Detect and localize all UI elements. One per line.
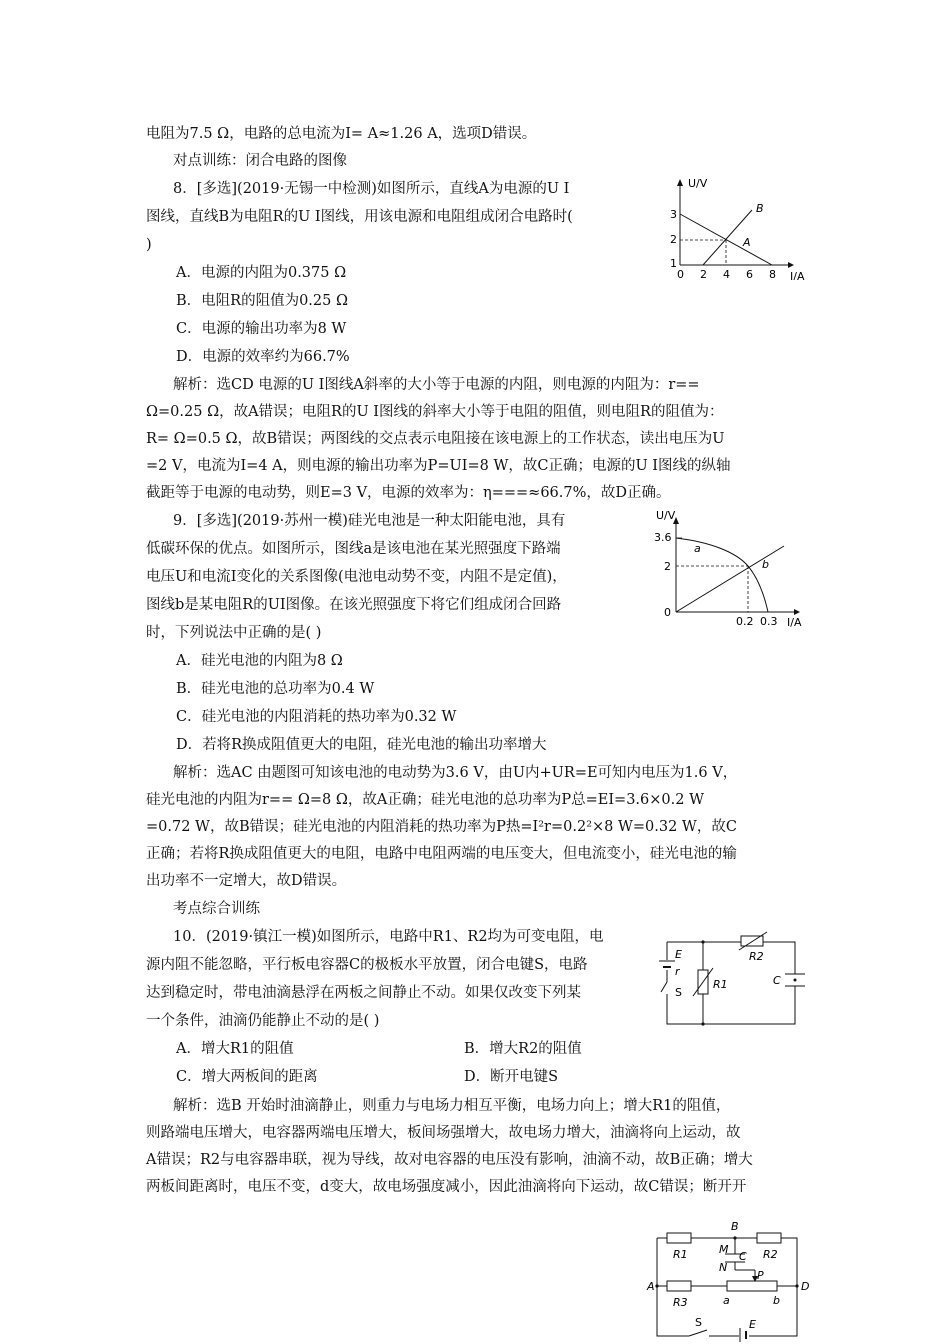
q10-label-c: C (773, 974, 781, 987)
q9-option-b: B．硅光电池的总功率为0.4 W (176, 681, 375, 697)
q9-x-label: I/A (787, 616, 802, 629)
next-label-e: E (749, 1318, 756, 1331)
next-label-r1: R1 (673, 1248, 688, 1261)
next-label-n: N (719, 1261, 728, 1274)
q8-ytick-1: 1 (670, 257, 677, 270)
next-label-s: S (695, 1316, 702, 1329)
q9-stem-line-1: 9．[多选](2019·苏州一模)硅光电池是一种太阳能电池，具有 (173, 513, 566, 529)
q9-solution-line-4: 正确；若将R换成阻值更大的电阻，电路中电阻两端的电压变大，但电流变小，硅光电池的输 (146, 846, 737, 862)
q10-circuit-diagram (655, 930, 810, 1030)
q9-solution-line-1: 解析：选AC 由题图可知该电池的电动势为3.6 V，由U内+UR=E可知内电压为1.6 V， (173, 765, 738, 781)
q9-solution-line-5: 出功率不一定增大，故D错误。 (146, 873, 347, 889)
q10-node-bottom (701, 1022, 704, 1025)
q9-ytick-36: 3.6 (654, 531, 672, 544)
q8-stem-line-3: ) (146, 237, 152, 253)
q10-label-e: E (675, 948, 682, 961)
q8-option-c: C．电源的输出功率为8 W (176, 321, 347, 337)
next-r3-resistor (667, 1281, 691, 1291)
q10-node-top (701, 940, 704, 943)
q9-curve-a-label: a (694, 542, 701, 555)
q10-label-r: r (675, 965, 680, 978)
q10-label-r2: R2 (749, 950, 764, 963)
q9-ui-graph (650, 508, 820, 630)
q8-x-label: I/A (790, 270, 805, 280)
q9-solution-line-3: =0.72 W，故B错误；硅光电池的内阻消耗的热功率为P热=I²r=0.2²×8 W=0.32 W，故C (146, 819, 737, 835)
q10-stem-line-2: 源内阻不能忽略，平行板电容器C的极板水平放置，闭合电键S，电路 (146, 957, 588, 973)
q8-solution-line-5: 截距等于电源的电动势，则E=3 V，电源的效率为：η===≈66.7%，故D正确。 (146, 485, 671, 501)
q10-label-s: S (675, 986, 682, 999)
q9-y-label: U/V (656, 509, 676, 522)
q8-xtick-4: 4 (723, 268, 730, 280)
q9-curve-a (676, 538, 768, 612)
q8-option-d: D．电源的效率约为66.7% (176, 349, 350, 365)
q9-option-d: D．若将R换成阻值更大的电阻，硅光电池的输出功率增大 (176, 737, 547, 753)
next-r1-resistor (667, 1233, 691, 1243)
q8-xtick-8: 8 (769, 268, 776, 280)
q10-oil-drop (794, 979, 797, 982)
next-label-a: A (647, 1280, 655, 1293)
q9-stem-line-3: 电压U和电流I变化的关系图像(电池电动势不变，内阻不是定值)， (146, 569, 567, 585)
intro-line-1: 电阻为7.5 Ω，电路的总电流为I= A≈1.26 A，选项D错误。 (146, 126, 537, 142)
q9-line-b (676, 546, 784, 612)
q8-solution-line-2: Ω=0.25 Ω，故A错误；电阻R的U I图线的斜率大小等于电阻的阻值，则电阻R的阻值为： (146, 404, 724, 420)
next-node-a (655, 1284, 658, 1287)
q10-stem-line-3: 达到稳定时，带电油滴悬浮在两板之间静止不动。如果仅改变下列某 (146, 985, 581, 1001)
q9-xtick-02: 0.2 (736, 615, 754, 628)
next-label-rheostat-a: a (723, 1294, 730, 1307)
q10-stem-line-4: 一个条件，油滴仍能静止不动的是( ) (146, 1013, 380, 1029)
section-heading-comprehensive: 考点综合训练 (173, 901, 260, 917)
q8-line-b-label: B (756, 202, 764, 215)
next-label-d: D (801, 1280, 810, 1293)
q8-ytick-3: 3 (670, 208, 677, 221)
q10-solution-line-4: 两板间距离时，电压不变，d变大，故电场强度减小，因此油滴将向下运动，故C错误；断开开 (146, 1179, 747, 1195)
next-node-b (733, 1236, 736, 1239)
q10-stem-line-1: 10．(2019·镇江一模)如图所示，电路中R1、R2均为可变电阻，电 (173, 929, 604, 945)
next-label-r2: R2 (763, 1248, 778, 1261)
q9-option-c: C．硅光电池的内阻消耗的热功率为0.32 W (176, 709, 457, 725)
q8-line-a-label: A (743, 236, 751, 249)
q8-x-axis-arrow (788, 262, 794, 268)
q8-option-a: A．电源的内阻为0.375 Ω (176, 265, 347, 281)
q8-y-label: U/V (688, 177, 708, 190)
next-label-b: B (731, 1220, 739, 1233)
q8-ytick-2: 2 (670, 233, 677, 246)
q8-xtick-6: 6 (746, 268, 753, 280)
q10-r2-resistor (741, 936, 763, 946)
q8-xtick-2: 2 (700, 268, 707, 280)
next-label-m: M (719, 1243, 729, 1256)
q9-xtick-03: 0.3 (760, 615, 778, 628)
q10-option-c: C．增大两板间的距离 (176, 1069, 318, 1085)
q9-stem-line-5: 时，下列说法中正确的是( ) (146, 625, 322, 641)
q9-origin: 0 (664, 606, 671, 619)
q10-option-d: D．断开电键S (464, 1069, 559, 1085)
q10-option-a: A．增大R1的阻值 (176, 1041, 294, 1057)
section-heading-graphs: 对点训练：闭合电路的图像 (173, 153, 347, 169)
next-label-rheostat-b: b (773, 1294, 780, 1307)
q10-label-r1: R1 (713, 978, 728, 991)
q8-solution-line-1: 解析：选CD 电源的U I图线A斜率的大小等于电源的内阻，则电源的内阻为：r== (173, 377, 700, 393)
q10-solution-line-3: A错误；R2与电容器串联，视为导线，故对电容器的电压没有影响，油滴不动，故B正确；增大 (146, 1152, 753, 1168)
next-label-c: C (739, 1250, 747, 1263)
q10-switch-gap (661, 982, 673, 994)
next-rheostat (727, 1281, 777, 1291)
q9-line-b-label: b (762, 558, 769, 571)
q9-x-axis-arrow (794, 609, 800, 615)
q9-stem-line-2: 低碳环保的优点。如图所示，图线a是该电池在某光照强度下路端 (146, 541, 561, 557)
next-label-p: P (757, 1269, 764, 1282)
q8-solution-line-3: R= Ω=0.5 Ω，故B错误；两图线的交点表示电阻接在该电源上的工作状态，读出电压为U (146, 431, 725, 447)
q9-stem-line-4: 图线b是某电阻R的UI图像。在该光照强度下将它们组成闭合回路 (146, 597, 562, 613)
q8-solution-line-4: =2 V，电流为I=4 A，则电源的输出功率为P=UI=8 W，故C正确；电源的U I图线的纵轴 (146, 458, 731, 474)
next-circuit-diagram (645, 1218, 820, 1342)
q10-option-b: B．增大R2的阻值 (464, 1041, 582, 1057)
q8-option-b: B．电阻R的阻值为0.25 Ω (176, 293, 348, 309)
q9-option-a: A．硅光电池的内阻为8 Ω (176, 653, 343, 669)
next-switch-gap (689, 1330, 709, 1342)
next-label-r3: R3 (673, 1296, 688, 1309)
q10-solution-line-1: 解析：选B 开始时油滴静止，则重力与电场力相互平衡，电场力向上；增大R1的阻值， (173, 1098, 731, 1114)
q8-stem-line-1: 8．[多选](2019·无锡一中检测)如图所示，直线A为电源的U I (173, 181, 570, 197)
next-node-d (795, 1284, 798, 1287)
q10-solution-line-2: 则路端电压增大，电容器两端电压增大，板间场强增大，故电场力增大，油滴将向上运动，故 (146, 1125, 741, 1141)
q8-xtick-0: 0 (677, 268, 684, 280)
q8-y-axis-arrow (677, 179, 683, 186)
q9-ytick-2: 2 (664, 560, 671, 573)
q9-solution-line-2: 硅光电池的内阻为r== Ω=8 Ω，故A正确；硅光电池的总功率为P总=EI=3.6×0.2 W (146, 792, 704, 808)
q8-ui-graph (668, 170, 818, 280)
q8-stem-line-2: 图线，直线B为电阻R的U I图线，用该电源和电阻组成闭合电路时( (146, 209, 573, 225)
next-r2-resistor (757, 1233, 781, 1243)
